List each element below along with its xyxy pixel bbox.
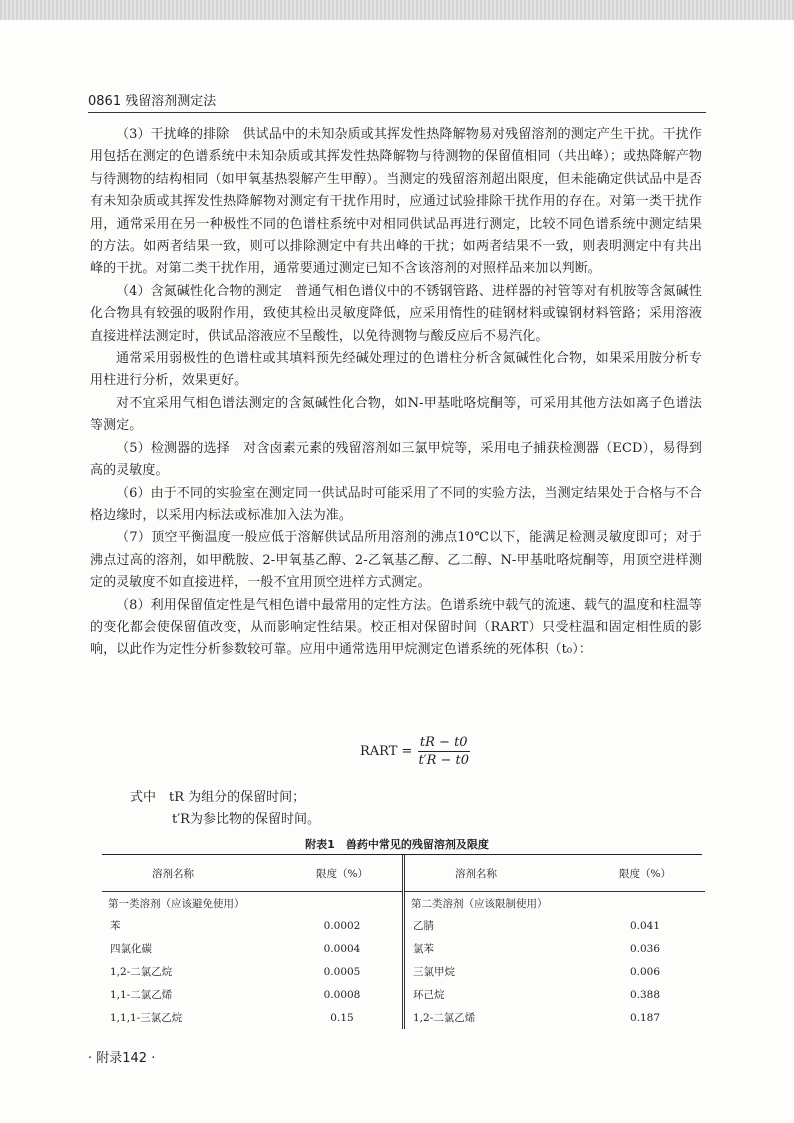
solvent-name: 1,1-二氯乙烯 <box>110 989 173 1001</box>
header-rule <box>88 112 706 113</box>
paragraph-detector: （5）检测器的选择 对含卤素元素的残留溶剂如三氯甲烷等，采用电子捕获检测器（ECD），易得到高的灵敏度。 <box>90 440 702 479</box>
scan-edge <box>0 0 794 20</box>
solvent-limit: 0.187 <box>629 1011 661 1024</box>
paragraph-alternative-methods: 对不宜采用气相色谱法测定的含氮碱性化合物，如N-甲基吡咯烷酮等，可采用其他方法如离子色谱法等测定。 <box>90 395 702 434</box>
legend-line-2: t′R为参比物的保留时间。 <box>172 812 320 827</box>
table-row <box>102 914 402 937</box>
solvent-name: 1,1,1-三氯乙烷 <box>110 1012 183 1024</box>
solvent-name: 乙腈 <box>413 920 434 932</box>
paragraph-interference: （3）干扰峰的排除 供试品中的未知杂质或其挥发性热降解物易对残留溶剂的测定产生干扰。干扰作用包括在测定的色谱系统中未知杂质或其挥发性热降解物与待测物的保留值相同（共出峰）；或热降解产物与待测物的结构相同（如甲氧基热裂解产生甲醇）。当测定的残留溶剂超出限度，但未能确定供试品中是否有未知杂质或其挥发性热降解物对测定有干扰作用时，应通过试验排除干扰作用的存在。对第一类干扰作用，通常采用在另一种极性不同的色谱柱系统中对相同供试品再进行测定，比较不同色谱系统中测定结果的方法。如两者结果一致，则可以排除测定中有共出峰的干扰；如两者结果不一致，则表明测定中有共出峰的干扰。对第二类干扰作用，通常要通过测定已知不含该溶剂的对照样品来加以判断。 <box>90 127 702 277</box>
table-row <box>405 983 705 1006</box>
category-class-1: 第一类溶剂（应该避免使用） <box>108 897 245 910</box>
solvent-name: 三氯甲烷 <box>413 966 455 978</box>
formula-lhs: RART = <box>360 744 413 759</box>
header-solvent-name: 溶剂名称 <box>152 867 194 880</box>
solvent-limit: 0.0002 <box>323 919 361 932</box>
table-row <box>102 937 402 960</box>
table-right-half <box>405 855 705 1029</box>
formula-legend <box>130 787 320 831</box>
paragraph-retention: （8）利用保留值定性是气相色谱中最常用的定性方法。色谱系统中载气的流速、载气的温度和柱温等的变化都会使保留值改变，从而影响定性结果。校正相对保留时间（RART）只受柱温和固定相性质的影响，以此作为定性分析参数较可靠。应用中通常选用甲烷测定色谱系统的死体积（t₀）： <box>90 597 702 658</box>
running-header: 0861 残留溶剂测定法 <box>88 94 217 109</box>
legend-line-1: 式中 tR 为组分的保留时间； <box>130 790 306 805</box>
table-header-row <box>405 855 705 892</box>
solvent-limit: 0.0008 <box>323 988 361 1001</box>
table-row <box>405 937 705 960</box>
table-header-row <box>102 855 402 892</box>
formula-denominator: t′R − t0 <box>418 753 470 768</box>
solvent-limit: 0.15 <box>330 1011 354 1024</box>
header-solvent-name: 溶剂名称 <box>455 867 497 880</box>
category-class-2: 第二类溶剂（应该限制使用） <box>411 897 548 910</box>
solvent-name: 1,2-二氯乙烯 <box>413 1012 476 1024</box>
solvent-limit: 0.0005 <box>323 965 361 978</box>
table-left-half <box>102 855 405 1029</box>
solvent-name: 环己烷 <box>413 989 445 1001</box>
header-limit: 限度（%） <box>316 867 368 880</box>
solvent-limit: 0.041 <box>629 919 661 932</box>
rart-formula <box>360 735 471 768</box>
formula-fraction <box>416 735 471 768</box>
header-limit: 限度（%） <box>619 867 671 880</box>
paragraph-labs: （6）由于不同的实验室在测定同一供试品时可能采用了不同的实验方法，当测定结果处于合格与不合格边缘时，以采用内标法或标准加入法为准。 <box>90 485 702 523</box>
solvent-table <box>102 854 702 1029</box>
solvent-limit: 0.036 <box>629 942 661 955</box>
solvent-name: 氯苯 <box>413 943 434 955</box>
formula-numerator: tR − t0 <box>419 735 468 750</box>
table-row <box>405 1006 705 1029</box>
solvent-name: 四氯化碳 <box>110 943 152 955</box>
paragraph-headspace-temp: （7）顶空平衡温度一般应低于溶解供试品所用溶剂的沸点10℃以下，能满足检测灵敏度即可；对于沸点过高的溶剂，如甲酰胺、2-甲氧基乙醇、2-乙氧基乙醇、乙二醇、N-甲基吡咯烷酮等，用顶空进样测定的灵敏度不如直接进样，一般不宜用顶空进样方式测定。 <box>90 530 702 591</box>
table-row <box>102 1006 402 1029</box>
solvent-limit: 0.0004 <box>323 942 361 955</box>
page-number: · 附录142 · <box>88 1051 156 1066</box>
body-text <box>90 124 702 662</box>
table-title: 附表1 兽药中常见的残留溶剂及限度 <box>305 838 489 851</box>
table-row <box>102 983 402 1006</box>
paragraph-nitrogen-compounds: （4）含氮碱性化合物的测定 普通气相色谱仪中的不锈钢管路、进样器的衬管等对有机胺等含氮碱性化合物具有较强的吸附作用，致使其检出灵敏度降低，应采用惰性的硅钢材料或镍钢材料管路；采用溶液直接进样法测定时，供试品溶液应不呈酸性，以免待测物与酸反应后不易汽化。 <box>90 283 702 344</box>
solvent-limit: 0.388 <box>629 988 661 1001</box>
paragraph-column-choice: 通常采用弱极性的色谱柱或其填料预先经碱处理过的色谱柱分析含氮碱性化合物，如果采用胺分析专用柱进行分析，效果更好。 <box>90 351 702 389</box>
solvent-name: 苯 <box>110 920 121 932</box>
table-row <box>102 960 402 983</box>
table-row <box>405 960 705 983</box>
solvent-name: 1,2-二氯乙烷 <box>110 966 173 978</box>
solvent-limit: 0.006 <box>629 965 661 978</box>
table-row <box>405 914 705 937</box>
